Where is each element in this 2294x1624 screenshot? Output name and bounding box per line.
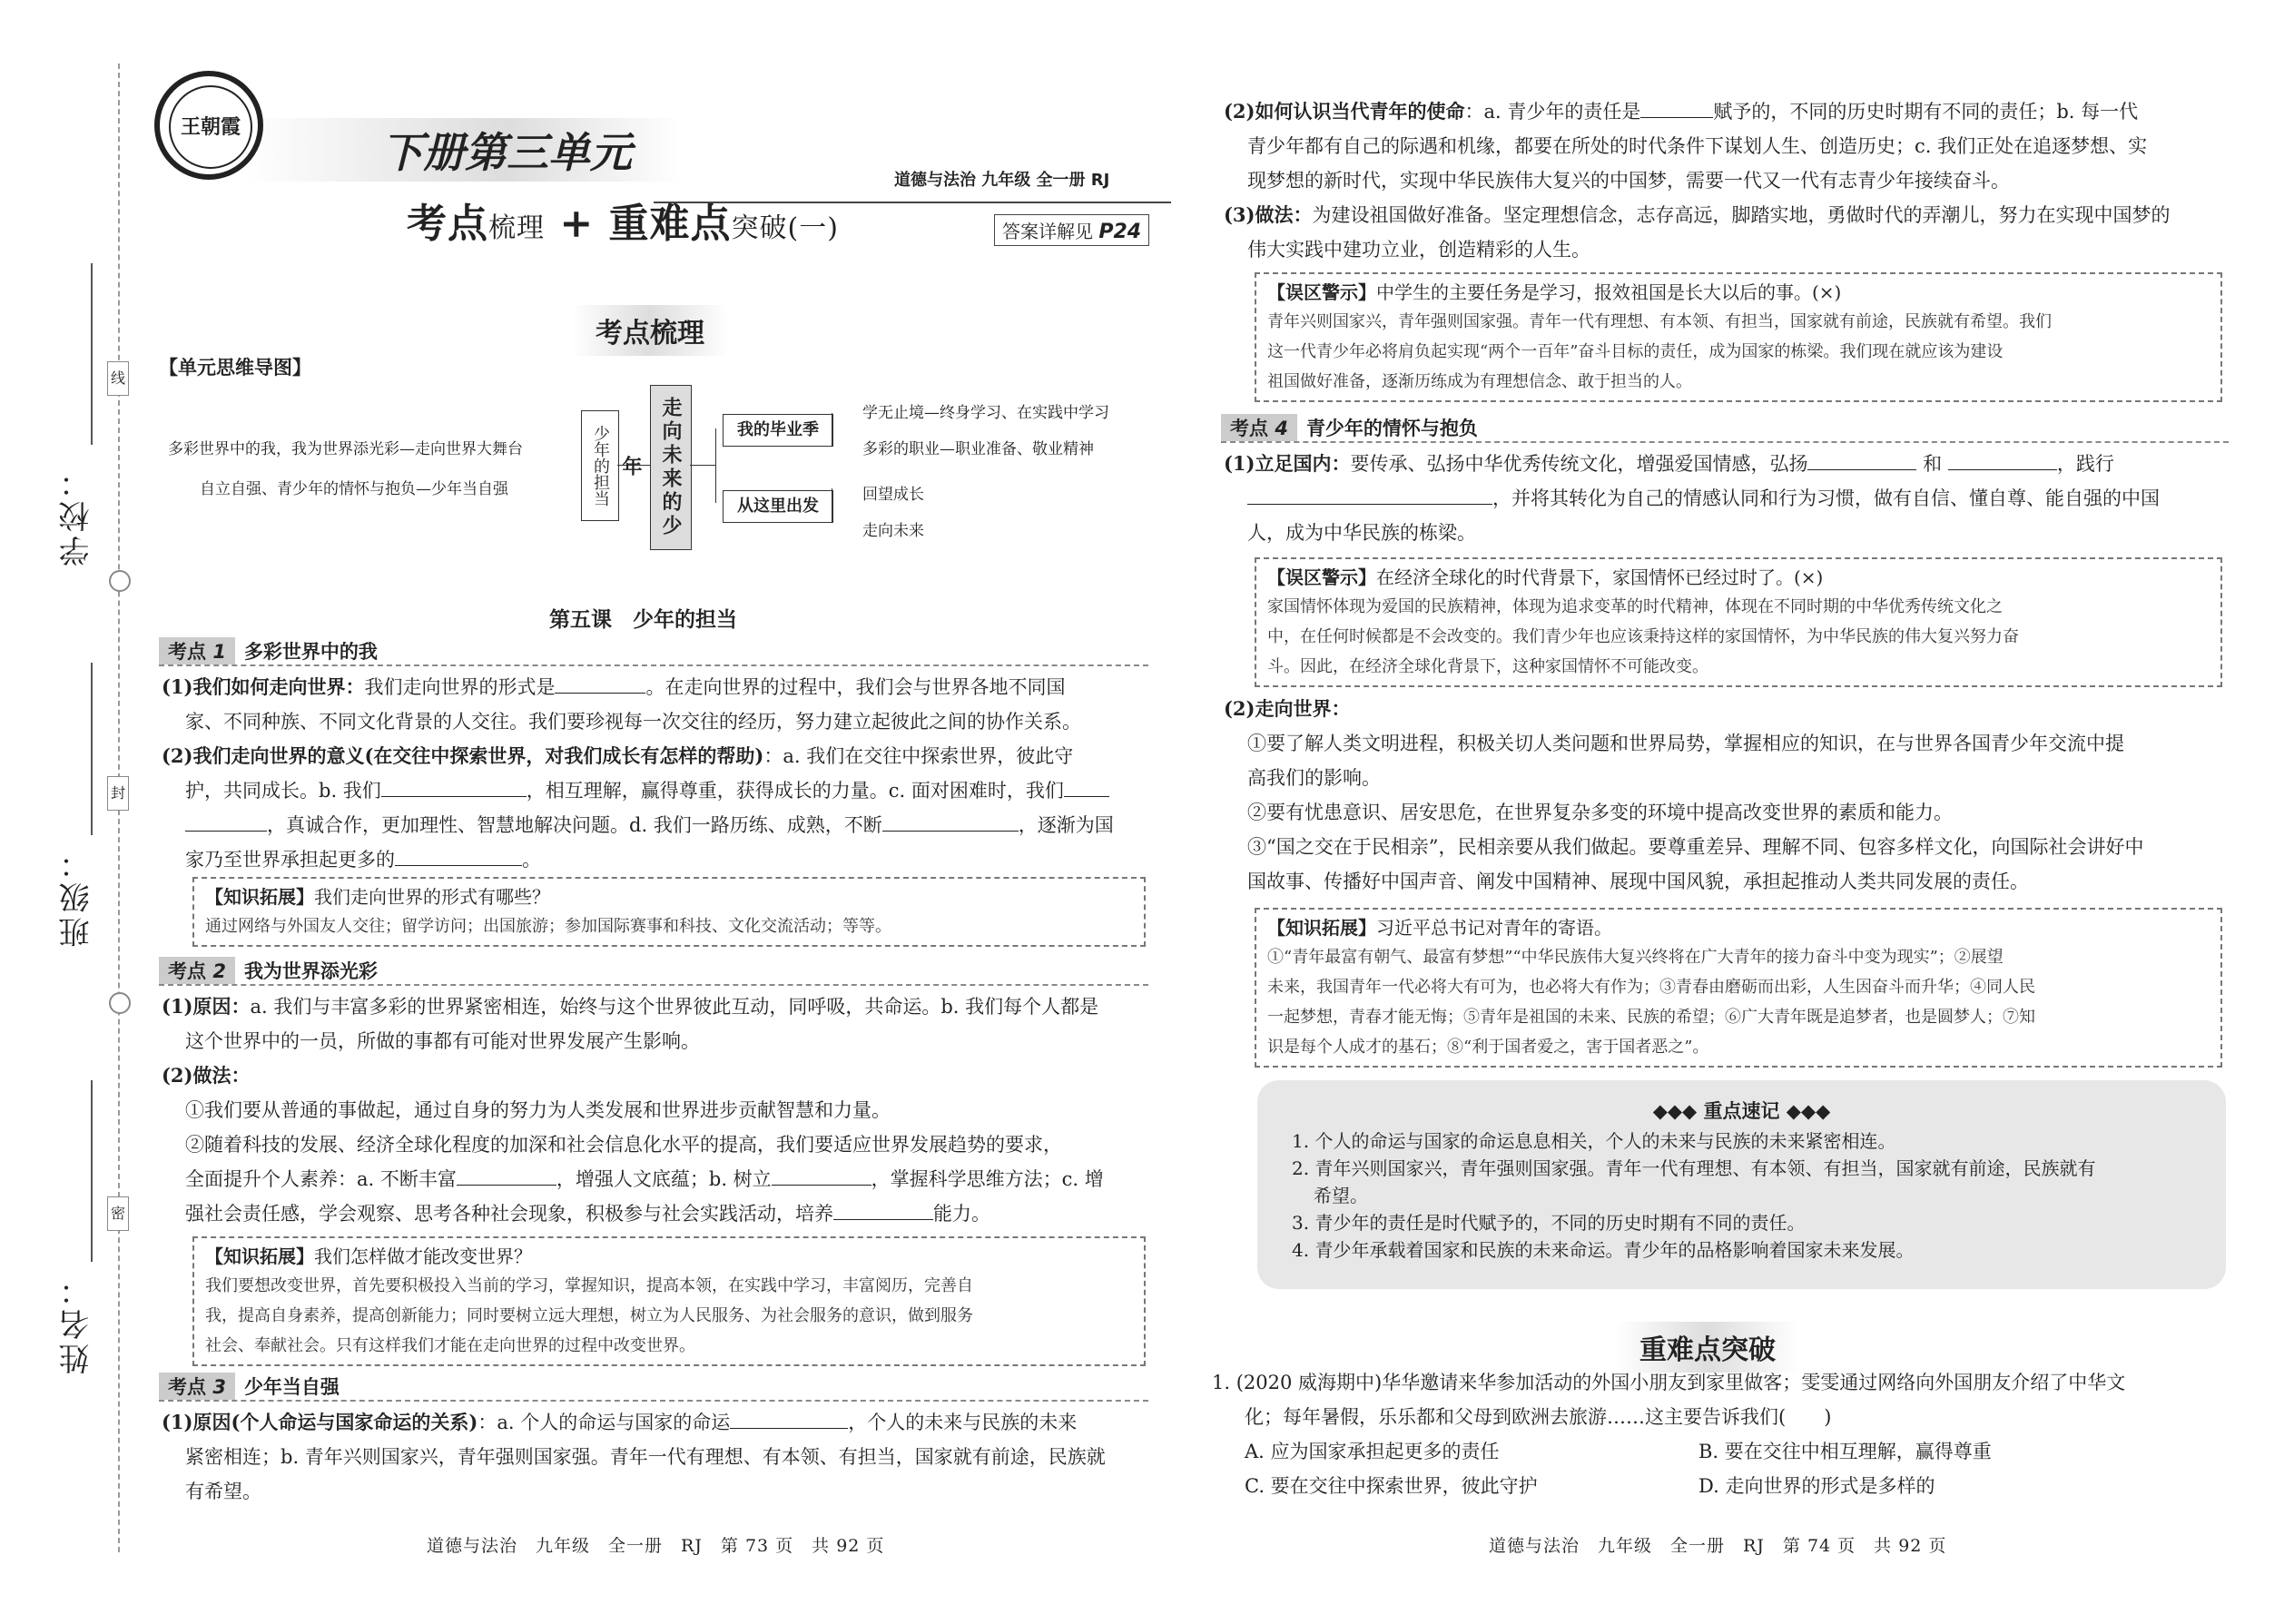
summary-title: ◆◆◆ 重点速记 ◆◆◆ (1652, 1100, 1831, 1122)
fill-blank[interactable] (1640, 99, 1713, 118)
fill-blank[interactable] (1064, 778, 1109, 797)
fill-blank[interactable] (457, 1166, 556, 1186)
mindmap-left-line: 多彩世界中的我，我为世界添光彩—走向世界大舞台 (168, 440, 523, 458)
answer-reference: 答案详解见 P24 (994, 214, 1149, 246)
kaodian-4-body-1: (1)立足国内：要传承、弘扬中华优秀传统文化，增强爱国情感，弘扬 和 ，践行 ，并将其转化为自己的情感认同和行为习惯，做有自信、懂自尊、能自强的中国 人，成为中华民族的栋梁。 (1224, 452, 2160, 544)
kaodian-2-head: 考点 2 我为世界添光彩 (159, 957, 1148, 986)
mindmap-connector (690, 465, 715, 466)
fill-blank[interactable] (185, 812, 267, 832)
school-field[interactable] (91, 263, 93, 445)
warning-box-2: 【误区警示】在经济全球化的时代背景下，家国情怀已经过时了。(×) 家国情怀体现为爱国的民族精神，体现为追求变革的时代精神，体现在不同时期的中华优秀传统文化之 中，在任何时候都是不会改变的。我们青少年也应该秉持这样的家国情怀，为中华民族的伟大复兴努力奋 斗。因此，在经济全球化背景下，这种家国情怀不可能改变。 (1255, 557, 2222, 687)
school-label: 学校： (59, 463, 95, 566)
kaodian-2-body: (1)原因：a. 我们与丰富多彩的世界紧密相连，始终与这个世界彼此互动，同呼吸，共命运。b. 我们每个人都是 这个世界中的一员，所做的事都有可能对世界发展产生影响。 (2)做法： ①我们要从普通的事做起，通过自身的努力为人类发展和世界进步贡献智慧和力量。 ②随着科技的发展、经济全球化程度的加深和社会信息化水平的提高，我们要适应世界发展趋势的要求， 全面提升个人素养：a. 不断丰富 ，增强人文底蕴；b. 树立 ，掌握科学思维方法；c. 增 强社会责任感，学会观察、思考各种社会现象，积极参与社会实践活动，培养 能力。 (162, 995, 1104, 1225)
header-rule (654, 202, 1171, 203)
key-points-summary (1257, 1080, 2226, 1289)
warning-box-1: 【误区警示】中学生的主要任务是学习，报效祖国是长大以后的事。(×) 青年兴则国家兴，青年强则国家强。青年一代有理想、有本领、有担当，国家就有前途，民族就有希望。我们 这一代青少年必将肩负起实现“两个一百年”奋斗目标的责任，成为国家的栋梁。我们现在就应该为建设 祖国做好准备，逐渐历练成为有理想信念、敢于担当的人。 (1255, 272, 2222, 402)
option-a[interactable]: A. 应为国家承担起更多的责任 (1245, 1441, 1500, 1462)
mindmap-branch-node: 从这里出发 (723, 490, 833, 523)
name-field[interactable] (91, 1080, 93, 1262)
seal-char: 密 (107, 1196, 129, 1231)
mindmap-leaf: 走向未来 (862, 522, 924, 540)
fill-blank[interactable] (381, 778, 527, 797)
binding-hole (109, 992, 131, 1014)
logo-text: 王朝霞 (169, 85, 252, 169)
question-1 (1212, 1365, 2229, 1503)
page-subtitle: 考点梳理 + 重难点突破(一) (407, 201, 839, 247)
summary-item: 1. 个人的命运与国家的命运息息相关，个人的未来与民族的未来紧密相连。 (1292, 1130, 1896, 1152)
mindmap-leaf: 多彩的职业—职业准备、敬业精神 (862, 440, 1094, 458)
option-d[interactable]: D. 走向世界的形式是多样的 (1698, 1475, 1935, 1497)
page-footer-right: 道德与法治 九年级 全一册 RJ 第 74 页 共 92 页 (1489, 1536, 1947, 1556)
fill-blank[interactable] (395, 847, 522, 866)
summary-item: 3. 青少年的责任是时代赋予的，不同的历史时期有不同的责任。 (1292, 1212, 1806, 1234)
summary-item: 希望。 (1314, 1185, 1368, 1206)
mindmap-left-line: 自立自强、青少年的情怀与抱负—少年当自强 (200, 480, 508, 498)
kaodian-3-continued: (2)如何认识当代青年的使命：a. 青少年的责任是 赋予的，不同的历史时期有不同的责任；b. 每一代 青少年都有自己的际遇和机缘，都要在所处的时代条件下谋划人生、创造历史；c. 我们正处在追逐梦想、实 现梦想的新时代，实现中华民族伟大复兴的中国梦，需要一代又一代有志青少年接续奋斗。 (3)做法：为建设祖国做好准备。坚定理想信念，志存高远，脚踏实地，勇做时代的弄潮儿，努力在实现中国梦的 伟大实践中建功立业，创造精彩的人生。 (1224, 100, 2171, 261)
mindmap-leaf: 回望成长 (862, 486, 924, 504)
publisher-logo (154, 71, 263, 180)
fill-blank[interactable] (1948, 451, 2057, 470)
kaodian-1-head: 考点 1 多彩世界中的我 (159, 637, 1148, 666)
summary-list (1257, 1124, 2226, 1264)
class-field[interactable] (91, 663, 93, 835)
seal-char: 封 (107, 776, 129, 811)
kaodian-3-body: (1)原因(个人命运与国家命运的关系)：a. 个人的命运与国家的命运 ，个人的未来与民族的未来 紧密相连；b. 青年兴则国家兴，青年强则国家强。青年一代有理想、有本领、有担当，国家就有前途，民族就 有希望。 (162, 1411, 1106, 1502)
mindmap-branch-node: 我的毕业季 (723, 414, 833, 447)
mindmap-lesson-node: 少年的担当 (581, 410, 619, 521)
page-footer-left: 道德与法治 九年级 全一册 RJ 第 73 页 共 92 页 (427, 1536, 885, 1556)
fill-blank[interactable] (833, 1201, 933, 1220)
fill-blank[interactable] (772, 1166, 871, 1186)
lesson-title: 第五课 少年的担当 (549, 608, 737, 632)
kaodian-4-head: 考点 4 青少年的情怀与抱负 (1221, 414, 2229, 443)
mindmap-center-node: 走向未来的少年 (650, 385, 692, 550)
series-label: 道德与法治 九年级 全一册 RJ (894, 171, 1110, 190)
fill-blank[interactable] (555, 674, 645, 694)
fill-blank[interactable] (882, 812, 1019, 832)
mindmap-label: 【单元思维导图】 (159, 357, 311, 379)
kaodian-4-body-2: (2)走向世界： ①要了解人类文明进程，积极关切人类问题和世界局势，掌握相应的知识，在与世界各国青少年交流中提 高我们的影响。 ②要有忧患意识、居安思危，在世界复杂多变的环境中提高改变世界的素质和能力。 ③“国之交在于民相亲”，民相亲要从我们做起。要尊重差异、理解不同、包容多样文化，向国际社会讲好中 国故事、传播好中国声音、阐发中国精神、展现中国风貌，承担起推动人类共同发展的责任。 (1224, 697, 2144, 892)
section-title-zhongnandian: 重难点突破 (1616, 1322, 1799, 1373)
mindmap-connector (715, 428, 716, 503)
option-b[interactable]: B. 要在交往中相互理解，赢得尊重 (1698, 1441, 1992, 1462)
name-label: 姓名： (59, 1271, 95, 1374)
fill-blank[interactable] (1247, 486, 1492, 505)
option-c[interactable]: C. 要在交往中探索世界，彼此守护 (1245, 1475, 1538, 1497)
binding-margin (0, 0, 123, 1624)
binding-hole (109, 570, 131, 592)
fill-blank[interactable] (1807, 451, 1916, 470)
unit-title: 下册第三单元 (381, 128, 632, 177)
summary-item: 4. 青少年承载着国家和民族的未来命运。青少年的品格影响着国家未来发展。 (1292, 1239, 1915, 1261)
knowledge-box-2: 【知识拓展】我们怎样做才能改变世界？ 我们要想改变世界，首先要积极投入当前的学习，掌握知识，提高本领，在实践中学习，丰富阅历，完善自 我，提高自身素养，提高创新能力；同时要树立远大理想，树立为人民服务、为社会服务的意识，做到服务 社会、奉献社会。只有这样我们才能在走向世界的过程中改变世界。 (192, 1236, 1146, 1366)
mindmap-leaf: 学无止境—终身学习、在实践中学习 (862, 404, 1109, 422)
seal-char: 线 (107, 361, 129, 396)
summary-item: 2. 青年兴则国家兴，青年强则国家强。青年一代有理想、有本领、有担当，国家就有前途，民族就有 (1292, 1157, 2096, 1179)
question-stem: 1. (2020 威海期中)华华邀请来华参加活动的外国小朋友到家里做客；雯雯通过网络向外国朋友介绍了中华文 (1212, 1372, 2126, 1393)
knowledge-box-3: 【知识拓展】习近平总书记对青年的寄语。 ①“青年最富有朝气、最富有梦想”“中华民族伟大复兴终将在广大青年的接力奋斗中变为现实”；②展望 未来，我国青年一代必将大有可为，也必将大有作为；③青春由磨砺而出彩，人生因奋斗而升华；④同人民 一起梦想，青春才能无悔；⑤青年是祖国的未来、民族的希望；⑥广大青年既是追梦者，也是圆梦人；⑦知 识是每个人成才的基石；⑧“利于国者爱之，害于国者恶之”。 (1255, 908, 2222, 1068)
kaodian-1-body: (1)我们如何走向世界：我们走向世界的形式是 。在走向世界的过程中，我们会与世界各地不同国 家、不同种族、不同文化背景的人交往。我们要珍视每一次交往的经历，努力建立起彼此之间的协作关系。 (2)我们走向世界的意义(在交往中探索世界，对我们成长有怎样的帮助)：a. 我们在交往中探索世界，彼此守 护，共同成长。b. 我们 ，相互理解，赢得尊重，获得成长的力量。c. 面对困难时，我们 ，真诚合作，更加理性、智慧地解决问题。d. 我们一路历练、成熟，不断 ，逐渐为国 家乃至世界承担起更多的 。 (162, 675, 1114, 871)
knowledge-box-1: 【知识拓展】我们走向世界的形式有哪些？ 通过网络与外国友人交往；留学访问；出国旅游；参加国际赛事和科技、文化交流活动；等等。 (192, 877, 1146, 947)
question-stem: 化；每年暑假，乐乐都和父母到欧洲去旅游……这主要告诉我们( ) (1245, 1406, 1832, 1428)
class-label: 班级： (59, 844, 95, 948)
section-title-kaodian: 考点梳理 (572, 305, 728, 356)
fill-blank[interactable] (730, 1410, 848, 1429)
kaodian-3-head: 考点 3 少年当自强 (159, 1373, 1148, 1402)
